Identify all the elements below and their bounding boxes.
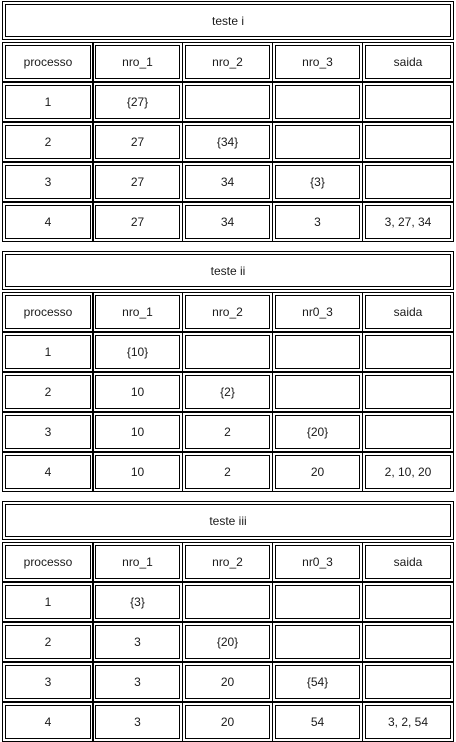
cell-value: 2: [5, 125, 91, 159]
test-table-3: [0, 500, 456, 742]
table-cell: [362, 662, 454, 702]
table-cell: [272, 412, 363, 452]
header-cell: [2, 42, 94, 82]
cell-value: 2: [185, 415, 270, 449]
cell-value: 3: [95, 665, 180, 699]
header-cell: [2, 542, 94, 582]
table-cell: [2, 622, 94, 662]
table-cell: [272, 122, 363, 162]
column-header: nr0_3: [275, 545, 360, 579]
table-title: teste ii: [5, 254, 451, 287]
header-cell: [2, 292, 94, 332]
cell-value: [365, 415, 451, 449]
cell-value: 2: [185, 455, 270, 489]
cell-value: {10}: [95, 335, 180, 369]
table-cell: [182, 82, 273, 122]
cell-value: [365, 85, 451, 119]
cell-value: 20: [185, 705, 270, 739]
header-cell: [182, 292, 273, 332]
table-cell: [362, 702, 454, 742]
table-cell: [362, 412, 454, 452]
table-cell: [2, 332, 94, 372]
table-cell: [182, 622, 273, 662]
table-cell: [362, 162, 454, 202]
table-cell: [272, 452, 363, 492]
table-title-cell: [2, 251, 454, 290]
header-cell: [272, 42, 363, 82]
table-cell: [272, 162, 363, 202]
cell-value: [275, 375, 360, 409]
cell-value: 3: [5, 415, 91, 449]
table-cell: [272, 202, 363, 242]
cell-value: 10: [95, 415, 180, 449]
cell-value: 10: [95, 375, 180, 409]
table-cell: [362, 82, 454, 122]
cell-value: [185, 585, 270, 619]
cell-value: [275, 125, 360, 159]
cell-value: 1: [5, 85, 91, 119]
header-cell: [362, 542, 454, 582]
cell-value: 34: [185, 205, 270, 239]
cell-value: 3: [95, 705, 180, 739]
table-cell: [2, 662, 94, 702]
table-cell: [92, 452, 183, 492]
cell-value: [365, 335, 451, 369]
table-cell: [182, 452, 273, 492]
table-cell: [362, 122, 454, 162]
cell-value: [365, 625, 451, 659]
cell-value: [365, 665, 451, 699]
header-cell: [362, 42, 454, 82]
table-cell: [92, 82, 183, 122]
table-title-cell: [2, 1, 454, 40]
cell-value: {3}: [95, 585, 180, 619]
cell-value: [275, 335, 360, 369]
table-cell: [182, 412, 273, 452]
cell-value: {27}: [95, 85, 180, 119]
column-header: nro_1: [95, 45, 180, 79]
column-header: saida: [365, 45, 451, 79]
column-header: nr0_3: [275, 295, 360, 329]
table-cell: [182, 332, 273, 372]
cell-value: [275, 585, 360, 619]
cell-value: [275, 85, 360, 119]
column-header: processo: [5, 45, 91, 79]
cell-value: [275, 625, 360, 659]
cell-value: 3: [5, 165, 91, 199]
test-table-1: [0, 0, 456, 242]
header-cell: [362, 292, 454, 332]
table-cell: [362, 452, 454, 492]
table-cell: [2, 412, 94, 452]
cell-value: 3: [95, 625, 180, 659]
header-cell: [92, 292, 183, 332]
cell-value: {3}: [275, 165, 360, 199]
cell-value: 1: [5, 585, 91, 619]
table-cell: [272, 662, 363, 702]
cell-value: 10: [95, 455, 180, 489]
column-header: nro_2: [185, 295, 270, 329]
header-cell: [272, 542, 363, 582]
table-cell: [92, 162, 183, 202]
table-cell: [272, 582, 363, 622]
cell-value: 2: [5, 625, 91, 659]
cell-value: {34}: [185, 125, 270, 159]
table-cell: [2, 702, 94, 742]
table-cell: [182, 662, 273, 702]
cell-value: {54}: [275, 665, 360, 699]
column-header: nro_1: [95, 295, 180, 329]
column-header: nro_2: [185, 45, 270, 79]
table-cell: [362, 202, 454, 242]
header-cell: [182, 542, 273, 582]
cell-value: {20}: [275, 415, 360, 449]
cell-value: [365, 375, 451, 409]
column-header: saida: [365, 545, 451, 579]
table-cell: [92, 412, 183, 452]
table-title: teste iii: [5, 504, 451, 537]
table-cell: [92, 702, 183, 742]
test-table-2: [0, 250, 456, 492]
cell-value: 3: [5, 665, 91, 699]
cell-value: 2: [5, 375, 91, 409]
cell-value: [185, 335, 270, 369]
table-cell: [272, 332, 363, 372]
column-header: nro_3: [275, 45, 360, 79]
cell-value: 54: [275, 705, 360, 739]
cell-value: 3, 27, 34: [365, 205, 451, 239]
cell-value: 4: [5, 455, 91, 489]
table-cell: [272, 622, 363, 662]
cell-value: [365, 585, 451, 619]
cell-value: [365, 125, 451, 159]
table-cell: [362, 582, 454, 622]
table-cell: [182, 122, 273, 162]
cell-value: 20: [275, 455, 360, 489]
column-header: nro_2: [185, 545, 270, 579]
table-cell: [362, 372, 454, 412]
table-cell: [182, 202, 273, 242]
table-cell: [2, 202, 94, 242]
column-header: processo: [5, 295, 91, 329]
cell-value: 27: [95, 205, 180, 239]
header-cell: [92, 42, 183, 82]
table-cell: [92, 332, 183, 372]
table-cell: [2, 122, 94, 162]
cell-value: 3: [275, 205, 360, 239]
table-cell: [272, 702, 363, 742]
table-cell: [182, 372, 273, 412]
header-cell: [92, 542, 183, 582]
cell-value: {20}: [185, 625, 270, 659]
table-cell: [2, 82, 94, 122]
column-header: processo: [5, 545, 91, 579]
cell-value: [185, 85, 270, 119]
header-cell: [272, 292, 363, 332]
cell-value: 2, 10, 20: [365, 455, 451, 489]
cell-value: 34: [185, 165, 270, 199]
table-cell: [272, 372, 363, 412]
cell-value: [365, 165, 451, 199]
cell-value: 3, 2, 54: [365, 705, 451, 739]
cell-value: 4: [5, 705, 91, 739]
table-title: teste i: [5, 4, 451, 37]
cell-value: 20: [185, 665, 270, 699]
column-header: nro_1: [95, 545, 180, 579]
table-cell: [92, 662, 183, 702]
table-cell: [2, 162, 94, 202]
table-cell: [2, 582, 94, 622]
table-cell: [362, 622, 454, 662]
table-cell: [2, 372, 94, 412]
table-cell: [182, 702, 273, 742]
header-cell: [182, 42, 273, 82]
table-cell: [92, 372, 183, 412]
cell-value: {2}: [185, 375, 270, 409]
table-cell: [92, 202, 183, 242]
cell-value: 27: [95, 165, 180, 199]
table-cell: [92, 622, 183, 662]
table-cell: [362, 332, 454, 372]
table-cell: [272, 82, 363, 122]
column-header: saida: [365, 295, 451, 329]
cell-value: 4: [5, 205, 91, 239]
table-cell: [2, 452, 94, 492]
table-title-cell: [2, 501, 454, 540]
cell-value: 1: [5, 335, 91, 369]
table-cell: [182, 582, 273, 622]
table-cell: [92, 122, 183, 162]
table-cell: [92, 582, 183, 622]
table-cell: [182, 162, 273, 202]
cell-value: 27: [95, 125, 180, 159]
